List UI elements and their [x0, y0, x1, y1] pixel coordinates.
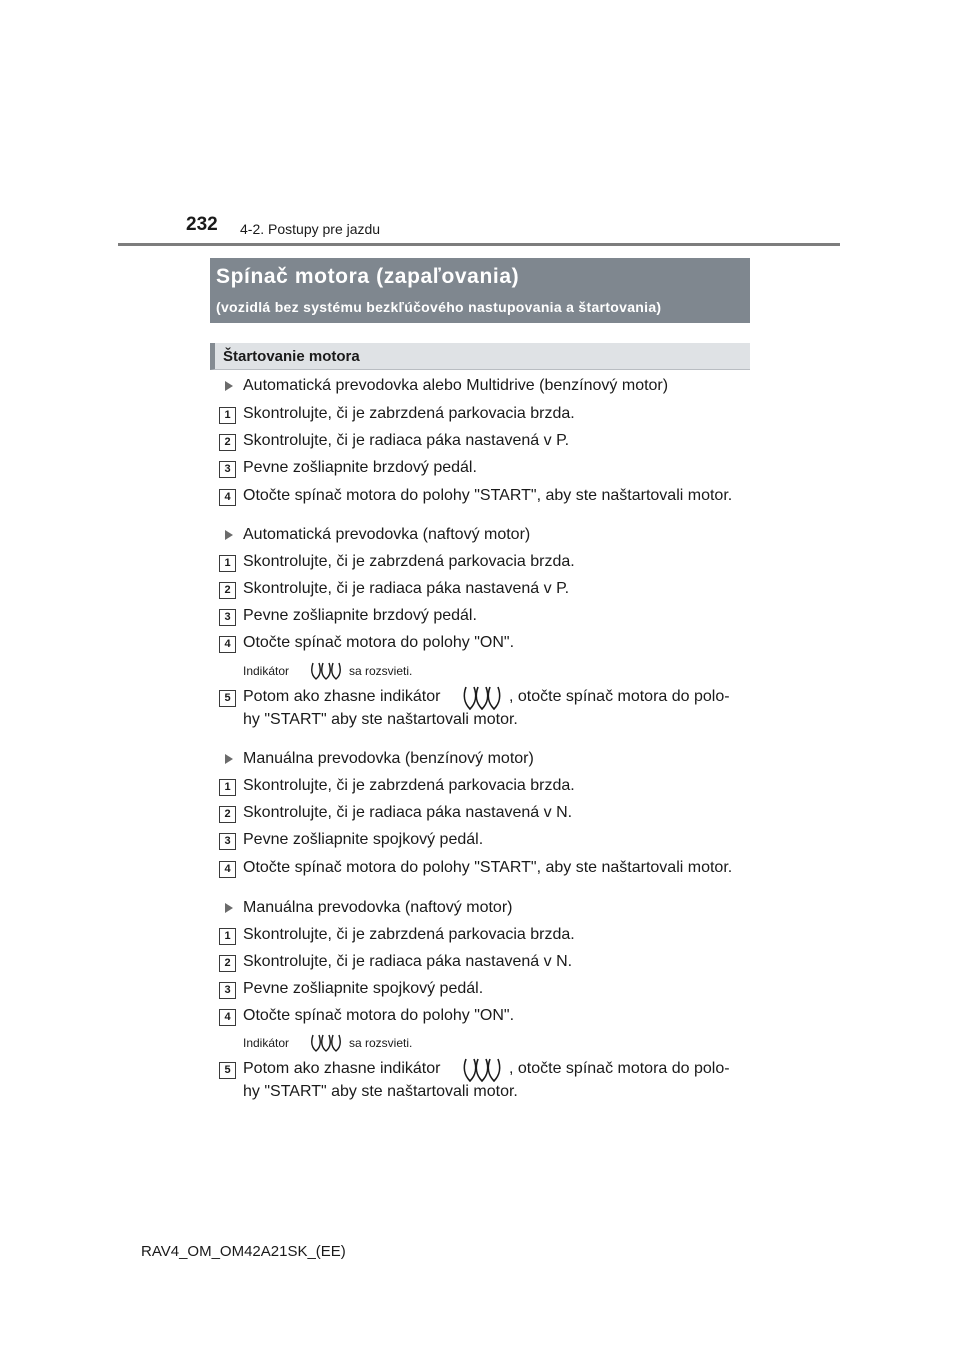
section-heading: Automatická prevodovka alebo Multidrive (benzínový motor)	[243, 377, 669, 394]
step-number-badge: 5	[219, 690, 236, 707]
triangle-arrow-icon	[225, 381, 233, 391]
glow-plug-indicator-icon	[310, 1033, 342, 1053]
triangle-arrow-icon	[225, 754, 233, 764]
step-number-badge: 2	[219, 955, 236, 972]
page-number: 232	[186, 214, 218, 235]
step-number-badge: 1	[219, 407, 236, 424]
step-number-badge: 3	[219, 833, 236, 850]
step-text: Pevne zošliapnite spojkový pedál.	[243, 831, 484, 848]
step-text: Skontrolujte, či je radiaca páka nastavená v N.	[243, 804, 573, 821]
step-text: , otočte spínač motora do polo-	[509, 688, 730, 705]
step-text: hy "START" aby ste naštartovali motor.	[243, 1083, 518, 1100]
step-text: Skontrolujte, či je zabrzdená parkovacia brzda.	[243, 926, 575, 943]
title-banner	[210, 258, 750, 323]
glow-plug-indicator-icon	[462, 1057, 502, 1083]
step-text: Skontrolujte, či je zabrzdená parkovacia brzda.	[243, 777, 575, 794]
note-text: sa rozsvieti.	[349, 664, 413, 678]
step-number-badge: 4	[219, 489, 236, 506]
step-text: Otočte spínač motora do polohy "ON".	[243, 1007, 515, 1024]
step-number-badge: 3	[219, 461, 236, 478]
step-text: Pevne zošliapnite spojkový pedál.	[243, 980, 484, 997]
step-text: Otočte spínač motora do polohy "START", aby ste naštartovali motor.	[243, 859, 733, 876]
step-text: Skontrolujte, či je zabrzdená parkovacia brzda.	[243, 405, 575, 422]
step-text: Skontrolujte, či je radiaca páka nastavená v P.	[243, 432, 570, 449]
section-heading: Manuálna prevodovka (benzínový motor)	[243, 750, 534, 767]
note-text: Indikátor	[243, 664, 290, 678]
page-title: Spínač motora (zapaľovania)	[216, 265, 520, 288]
note-text: Indikátor	[243, 1036, 290, 1050]
step-number-badge: 4	[219, 1009, 236, 1026]
page-subtitle: (vozidlá bez systému bezkľúčového nastupovania a štartovania)	[216, 299, 662, 315]
step-text: Otočte spínač motora do polohy "ON".	[243, 634, 515, 651]
step-number-badge: 1	[219, 555, 236, 572]
note-text: sa rozsvieti.	[349, 1036, 413, 1050]
step-text: Potom ako zhasne indikátor	[243, 688, 441, 705]
triangle-arrow-icon	[225, 530, 233, 540]
step-number-badge: 3	[219, 982, 236, 999]
glow-plug-indicator-icon	[310, 661, 342, 681]
step-number-badge: 2	[219, 582, 236, 599]
section-heading: Manuálna prevodovka (naftový motor)	[243, 899, 513, 916]
step-text: Skontrolujte, či je zabrzdená parkovacia brzda.	[243, 553, 575, 570]
step-text: Skontrolujte, či je radiaca páka nastavená v P.	[243, 580, 570, 597]
step-text: Pevne zošliapnite brzdový pedál.	[243, 459, 477, 476]
step-text: , otočte spínač motora do polo-	[509, 1060, 730, 1077]
step-number-badge: 1	[219, 779, 236, 796]
header-divider	[118, 243, 840, 246]
step-number-badge: 4	[219, 861, 236, 878]
document-code-footer: RAV4_OM_OM42A21SK_(EE)	[141, 1243, 346, 1260]
triangle-arrow-icon	[225, 903, 233, 913]
step-text: Otočte spínač motora do polohy "START", aby ste naštartovali motor.	[243, 487, 733, 504]
step-text: Pevne zošliapnite brzdový pedál.	[243, 607, 477, 624]
section-label: 4-2. Postupy pre jazdu	[240, 221, 381, 237]
step-number-badge: 3	[219, 609, 236, 626]
step-text: hy "START" aby ste naštartovali motor.	[243, 711, 518, 728]
section-heading: Automatická prevodovka (naftový motor)	[243, 526, 531, 543]
step-text: Skontrolujte, či je radiaca páka nastavená v N.	[243, 953, 573, 970]
step-number-badge: 4	[219, 636, 236, 653]
step-text: Potom ako zhasne indikátor	[243, 1060, 441, 1077]
step-number-badge: 1	[219, 928, 236, 945]
step-number-badge: 2	[219, 806, 236, 823]
section-subheading: Štartovanie motora	[210, 343, 750, 370]
glow-plug-indicator-icon	[462, 685, 502, 711]
step-number-badge: 2	[219, 434, 236, 451]
step-number-badge: 5	[219, 1062, 236, 1079]
